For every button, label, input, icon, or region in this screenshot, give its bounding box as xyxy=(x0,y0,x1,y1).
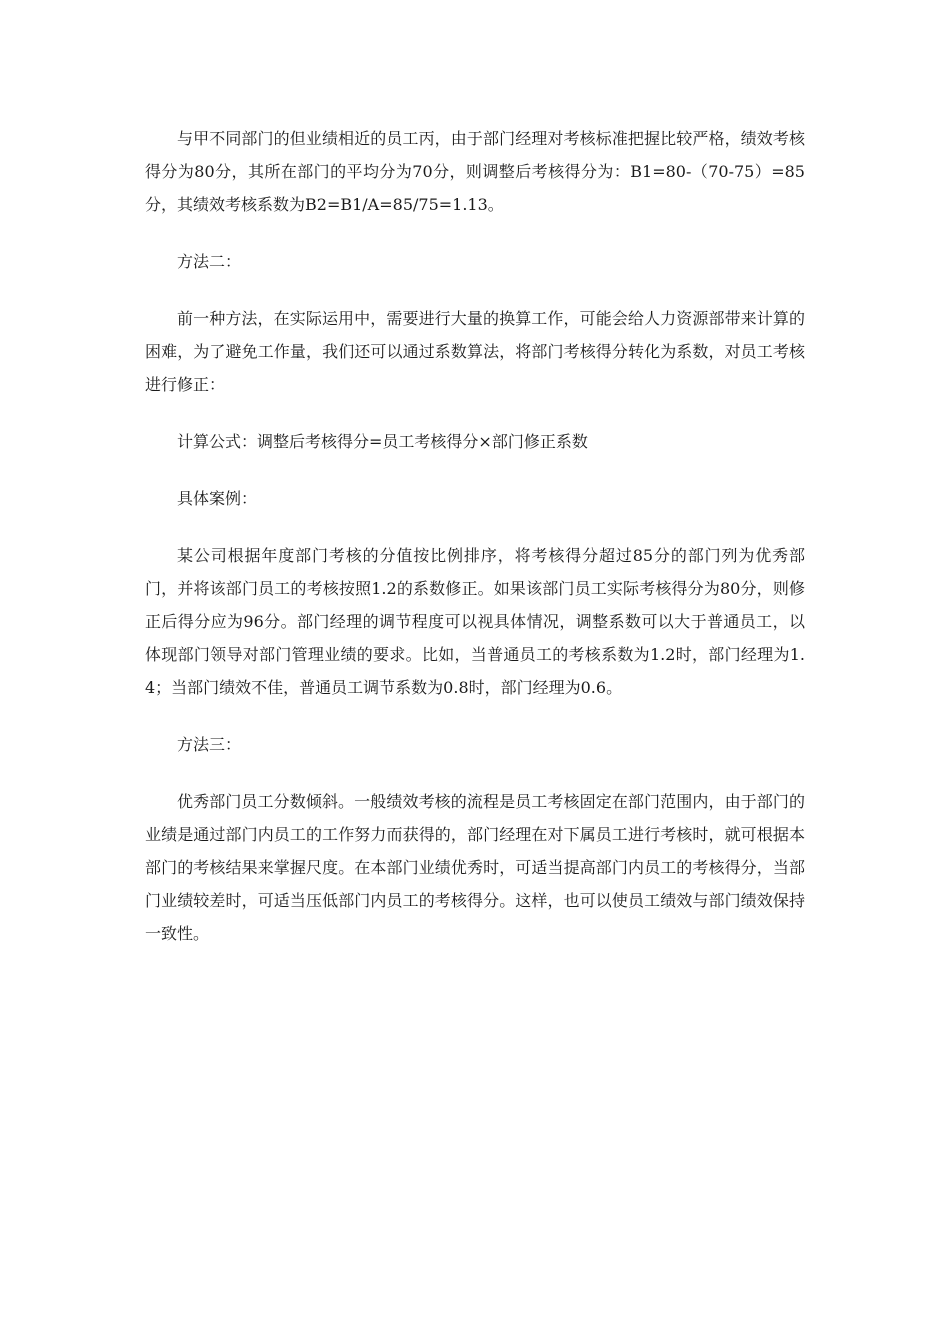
paragraph-case-study: 某公司根据年度部门考核的分值按比例排序，将考核得分超过85分的部门列为优秀部门，并将该部门员工的考核按照1.2的系数修正。如果该部门员工实际考核得分为80分，则修正后得分应为96分。部门经理的调节程度可以视具体情况，调整系数可以大于普通员工，以体现部门领导对部门管理业绩的要求。比如，当普通员工的考核系数为1.2时，部门经理为1.4；当部门绩效不佳，普通员工调节系数为0.8时，部门经理为0.6。 xyxy=(145,546,805,697)
method-two-heading: 方法二： xyxy=(177,252,242,271)
method-three-heading: 方法三： xyxy=(177,735,242,754)
paragraph-example-employee-c: 与甲不同部门的但业绩相近的员工丙，由于部门经理对考核标准把握比较严格，绩效考核得分为80分，其所在部门的平均分为70分，则调整后考核得分为：B1=80-（70-75）=85分，其绩效考核系数为B2=B1/A=85/75=1.13。 xyxy=(145,129,805,214)
paragraph-formula: 计算公式：调整后考核得分=员工考核得分×部门修正系数 xyxy=(177,432,588,451)
paragraph-method-two-intro: 前一种方法，在实际运用中，需要进行大量的换算工作，可能会给人力资源部带来计算的困难，为了避免工作量，我们还可以通过系数算法，将部门考核得分转化为系数，对员工考核进行修正： xyxy=(145,309,805,394)
paragraph-method-three: 优秀部门员工分数倾斜。一般绩效考核的流程是员工考核固定在部门范围内，由于部门的业绩是通过部门内员工的工作努力而获得的，部门经理在对下属员工进行考核时，就可根据本部门的考核结果来掌握尺度。在本部门业绩优秀时，可适当提高部门内员工的考核得分，当部门业绩较差时，可适当压低部门内员工的考核得分。这样，也可以使员工绩效与部门绩效保持一致性。 xyxy=(145,792,805,943)
document-body xyxy=(145,122,805,974)
case-heading: 具体案例： xyxy=(177,489,258,508)
